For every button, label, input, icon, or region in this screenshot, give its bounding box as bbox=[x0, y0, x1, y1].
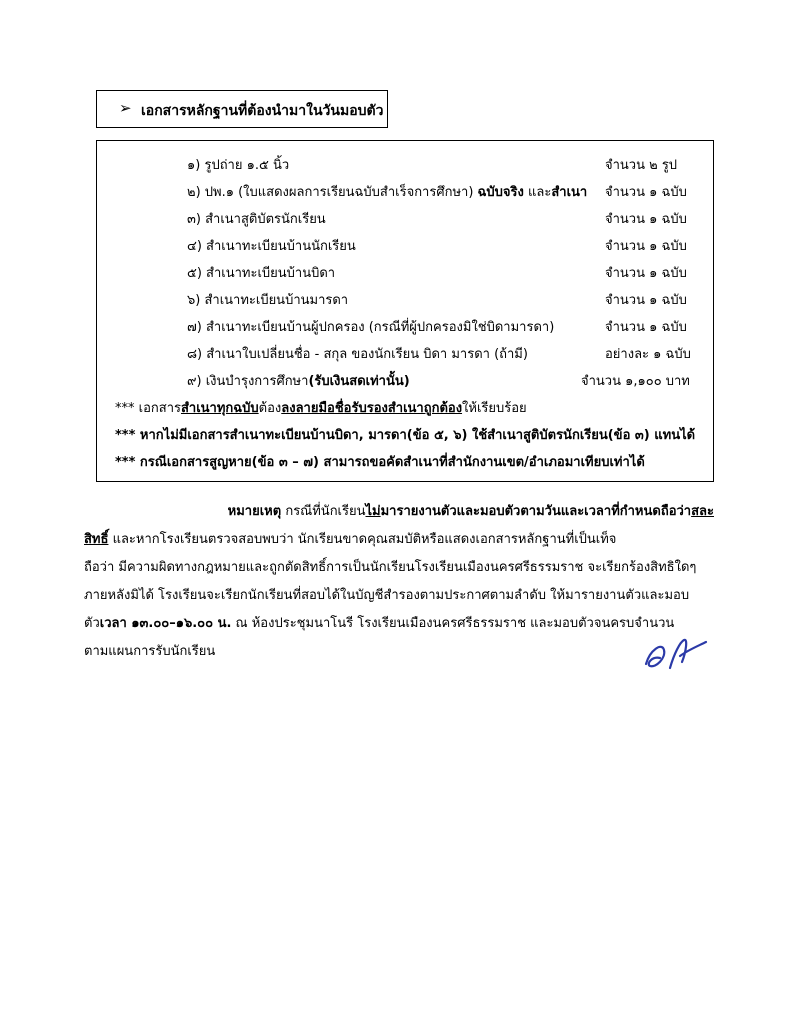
item-label: ๘) สำเนาใบเปลี่ยนชื่อ - สกุล ของนักเรียน บิดา มารดา (ถ้ามี) bbox=[187, 347, 528, 362]
note-substitute-documents: *** หากไม่มีเอกสารสำเนาทะเบียนบ้านบิดา, มารดา(ข้อ ๕, ๖) ใช้สำเนาสูติบัตรนักเรียน(ข้อ ๓) แทนได้ bbox=[115, 428, 696, 443]
item-quantity: จำนวน ๑ ฉบับ bbox=[605, 293, 687, 308]
list-item bbox=[97, 151, 713, 173]
remark-line-4: ภายหลังมิได้ โรงเรียนจะเรียกนักเรียนที่สอบได้ในบัญชีสำรองตามประกาศตามลำดับ ให้มารายงานตัวและมอบ bbox=[84, 588, 690, 603]
section-header-box bbox=[96, 90, 388, 128]
list-item bbox=[97, 286, 713, 308]
item-quantity: จำนวน ๑,๑๐๐ บาท bbox=[581, 374, 690, 389]
remark-line-2: สิทธิ์ และหากโรงเรียนตรวจสอบพบว่า นักเรียนขาดคุณสมบัติหรือแสดงเอกสารหลักฐานที่เป็นเท็จ bbox=[84, 532, 617, 547]
item-label: ๖) สำเนาทะเบียนบ้านมารดา bbox=[187, 293, 349, 308]
list-item bbox=[97, 205, 713, 227]
list-item bbox=[97, 340, 713, 362]
remark-line-3: ถือว่า มีความผิดทางกฎหมายและถูกตัดสิทธิ์การเป็นนักเรียนโรงเรียนเมืองนครศรีธรรมราช จะเรียกร้องสิทธิใดๆ bbox=[84, 560, 697, 575]
item-label: ๔) สำเนาทะเบียนบ้านนักเรียน bbox=[187, 239, 356, 254]
item-quantity: จำนวน ๑ ฉบับ bbox=[605, 212, 687, 227]
item-quantity: จำนวน ๒ รูป bbox=[605, 158, 678, 173]
remark-line-5: ตัวเวลา ๑๓.๐๐–๑๖.๐๐ น. ณ ห้องประชุมนาโนรี โรงเรียนเมืองนครศรีธรรมราช และมอบตัวจนครบจำนวน bbox=[84, 616, 675, 631]
list-item bbox=[97, 178, 713, 200]
item-label: ๑) รูปถ่าย ๑.๕ นิ้ว bbox=[187, 158, 290, 173]
item-label: ๒) ปพ.๑ (ใบแสดงผลการเรียนฉบับสำเร็จการศึกษา) ฉบับจริง และสำเนา bbox=[187, 185, 588, 200]
item-quantity: จำนวน ๑ ฉบับ bbox=[605, 239, 687, 254]
item-label: ๙) เงินบำรุงการศึกษา(รับเงินสดเท่านั้น) bbox=[187, 374, 410, 389]
list-item bbox=[97, 313, 713, 335]
item-quantity: จำนวน ๑ ฉบับ bbox=[605, 185, 687, 200]
list-item bbox=[97, 232, 713, 254]
item-quantity: จำนวน ๑ ฉบับ bbox=[605, 320, 687, 335]
handwritten-signature bbox=[640, 628, 710, 674]
item-quantity: จำนวน ๑ ฉบับ bbox=[605, 266, 687, 281]
remark-line-6: ตามแผนการรับนักเรียน bbox=[84, 644, 216, 659]
note-lost-documents: *** กรณีเอกสารสูญหาย(ข้อ ๓ – ๗) สามารถขอคัดสำเนาที่สำนักงานเขต/อำเภอมาเทียบเท่าได้ bbox=[115, 455, 645, 470]
note-certify-copies: *** เอกสารสำเนาทุกฉบับต้องลงลายมือชื่อรับรองสำเนาถูกต้องให้เรียบร้อย bbox=[115, 401, 527, 416]
documents-list-box bbox=[96, 140, 714, 482]
item-label: ๗) สำเนาทะเบียนบ้านผู้ปกครอง (กรณีที่ผู้ปกครองมิใช่บิดามารดา) bbox=[187, 320, 555, 335]
list-item bbox=[97, 259, 713, 281]
item-label: ๕) สำเนาทะเบียนบ้านบิดา bbox=[187, 266, 336, 281]
item-label: ๓) สำเนาสูติบัตรนักเรียน bbox=[187, 212, 326, 227]
remark-line-1: หมายเหตุ กรณีที่นักเรียนไม่มารายงานตัวและมอบตัวตามวันและเวลาที่กำหนดถือว่าสละ bbox=[227, 504, 714, 519]
list-item bbox=[97, 367, 713, 389]
arrow-bullet-icon: ➢ bbox=[119, 99, 132, 117]
section-title: เอกสารหลักฐานที่ต้องนำมาในวันมอบตัว bbox=[141, 103, 384, 119]
item-quantity: อย่างละ ๑ ฉบับ bbox=[605, 347, 691, 362]
